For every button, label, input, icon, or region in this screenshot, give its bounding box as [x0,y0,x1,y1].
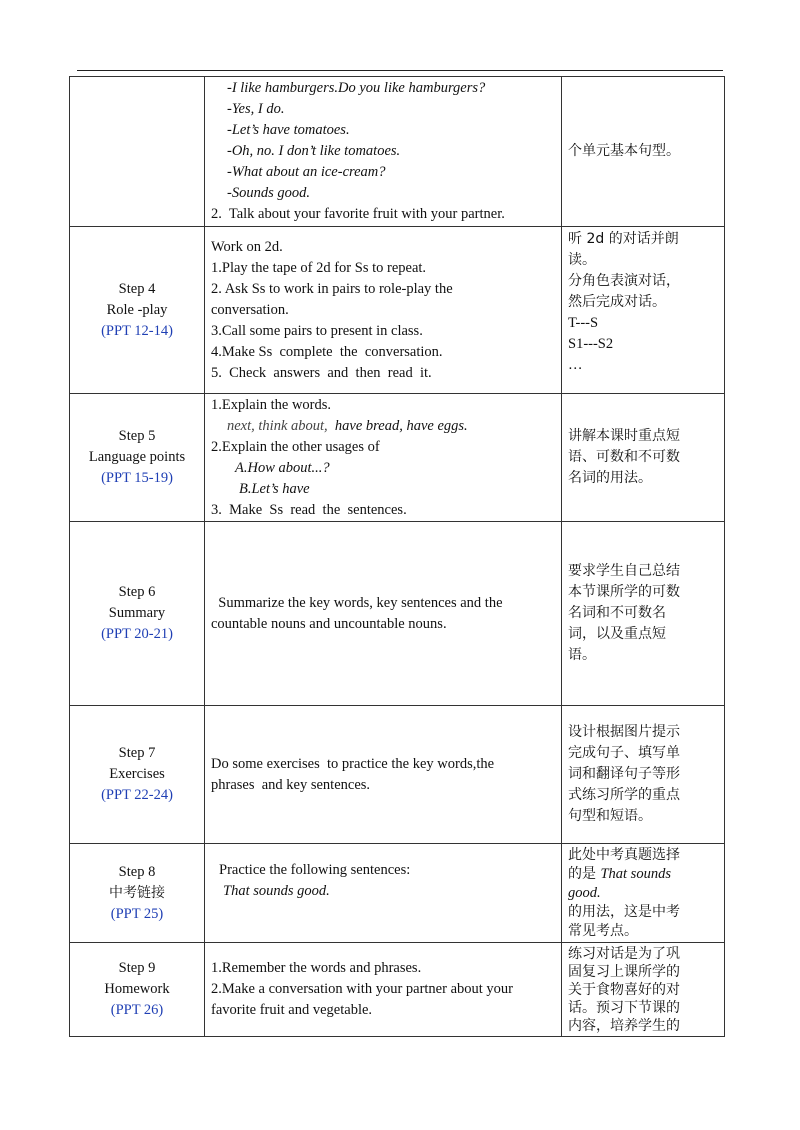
activity-cell [205,706,562,844]
step-cell [70,394,205,522]
activity-cell [205,522,562,706]
activity-line: 1.Play the tape of 2d for Ss to repeat. [211,259,427,276]
phrase-text: next, think about, [227,417,335,434]
activity-line: 3. Make Ss read the sentences. [211,501,407,518]
table-row [70,77,725,227]
step-cell [70,77,205,227]
step-title: Homework [104,981,170,997]
purpose-line: 分角色表演对话， [568,273,680,289]
activity-cell [205,394,562,522]
activity-line: 3.Call some pairs to present in class. [211,322,423,339]
purpose-cell [562,77,725,227]
usage-line: A.How about...? [235,459,330,476]
purpose-cell [562,706,725,844]
dialog-line: -Oh, no. I don’t like tomatoes. [227,143,401,159]
phrase-text: have bread, have eggs. [334,417,468,434]
ppt-range: (PPT 12-14) [101,322,173,339]
ppt-range: (PPT 26) [110,1002,164,1018]
dialog-line: -Yes, I do. [227,101,285,117]
dialog-line: -Sounds good. [227,185,310,201]
activity-line: Do some exercises to practice the key words,the [211,755,495,772]
purpose-line [568,865,718,884]
step-number: Step 5 [118,428,156,444]
activity-line: countable nouns and uncountable nouns. [211,615,447,632]
purpose-text: 的是 [568,865,601,882]
purpose-line: 本节课所学的可数 [568,584,680,600]
purpose-line: 词和翻译句子等形 [568,766,680,782]
activity-cell [205,227,562,394]
purpose-line: 式练习所学的重点 [568,787,680,803]
table-row [70,522,725,706]
header-rule [77,70,723,71]
example-sentence: That sounds good. [223,883,330,899]
activity-line: Work on 2d. [211,238,283,255]
purpose-line: 设计根据图片提示 [568,724,680,740]
purpose-cell [562,943,725,1037]
purpose-line: 语。 [568,647,596,663]
dialog-line: -Let’s have tomatoes. [227,122,350,138]
step-number: Step 4 [118,280,156,297]
phrase-line [211,416,555,437]
activity-line: Practice the following sentences: [219,862,411,878]
purpose-line: 固复习上课所学的 [568,963,680,980]
step-title: Summary [108,605,166,621]
step-cell [70,522,205,706]
purpose-line: 要求学生自己总结 [568,563,680,579]
purpose-cell [562,522,725,706]
lesson-plan-table [69,76,725,1037]
activity-line: 2.Explain the other usages of [211,438,380,455]
activity-line: 2.Make a conversation with your partner about your [211,981,513,997]
purpose-line: 词，以及重点短 [568,626,666,642]
activity-line: Summarize the key words, key sentences and the [211,594,503,611]
purpose-line: 常见考点。 [568,922,638,939]
purpose-line: 个单元基本句型。 [568,143,680,159]
purpose-line: 句型和短语。 [568,808,652,824]
ppt-range: (PPT 25) [110,905,164,922]
purpose-cell [562,844,725,943]
purpose-line: S1---S2 [568,336,614,352]
step-cell [70,706,205,844]
purpose-line: 听 2d 的对话并朗 [568,231,679,247]
activity-line: 2. Talk about your favorite fruit with your partner. [211,206,505,222]
purpose-line: T---S [568,315,599,331]
step-cell [70,844,205,943]
table-row [70,943,725,1037]
ppt-range: (PPT 20-21) [101,626,173,642]
purpose-line: 读。 [568,252,596,268]
activity-line: phrases and key sentences. [211,776,371,793]
activity-line: 5. Check answers and then read it. [211,364,432,381]
step-title: 中考链接 [109,884,165,901]
purpose-line: 名词的用法。 [568,470,652,486]
dialog-line: -I like hamburgers.Do you like hamburgers? [227,80,486,96]
dialog-line: -What about an ice-cream? [227,164,386,180]
ppt-range: (PPT 15-19) [101,470,173,486]
purpose-line: 语、可数和不可数 [568,449,680,465]
purpose-line: 的用法，这是中考 [568,903,680,920]
table-row [70,706,725,844]
activity-line: 1.Explain the words. [211,396,332,413]
purpose-line: 练习对话是为了巩 [568,945,680,962]
activity-line: 2. Ask Ss to work in pairs to role-play the [211,280,453,297]
purpose-line: 此处中考真题选择 [568,846,680,863]
purpose-cell [562,394,725,522]
activity-cell [205,844,562,943]
purpose-line: 然后完成对话。 [568,294,666,310]
purpose-line: 讲解本课时重点短 [568,428,680,444]
purpose-line: … [568,357,583,373]
step-title: Exercises [109,766,165,782]
step-number: Step 8 [118,863,156,880]
activity-line: 4.Make Ss complete the conversation. [211,343,443,360]
activity-line: conversation. [211,301,289,318]
activity-cell [205,77,562,227]
purpose-line: 话。预习下节课的 [568,999,680,1016]
step-title: Role -play [106,301,168,318]
activity-cell [205,943,562,1037]
purpose-line: 关于食物喜好的对 [568,981,680,998]
activity-line: favorite fruit and vegetable. [211,1002,373,1018]
step-cell [70,943,205,1037]
step-number: Step 9 [118,960,156,976]
table-row [70,227,725,394]
table-row [70,394,725,522]
ppt-range: (PPT 22-24) [101,787,173,803]
step-number: Step 6 [118,584,156,600]
purpose-line: good. [568,884,601,901]
purpose-line: 内容，培养学生的 [568,1017,680,1034]
step-number: Step 7 [118,745,156,761]
table-row [70,844,725,943]
usage-line: B.Let’s have [239,480,310,497]
step-cell [70,227,205,394]
purpose-line: 名词和不可数名 [568,605,666,621]
purpose-cell [562,227,725,394]
activity-line: 1.Remember the words and phrases. [211,960,422,976]
step-title: Language points [88,449,186,465]
purpose-text: That sounds [600,865,671,882]
purpose-line: 完成句子、填写单 [568,745,680,761]
